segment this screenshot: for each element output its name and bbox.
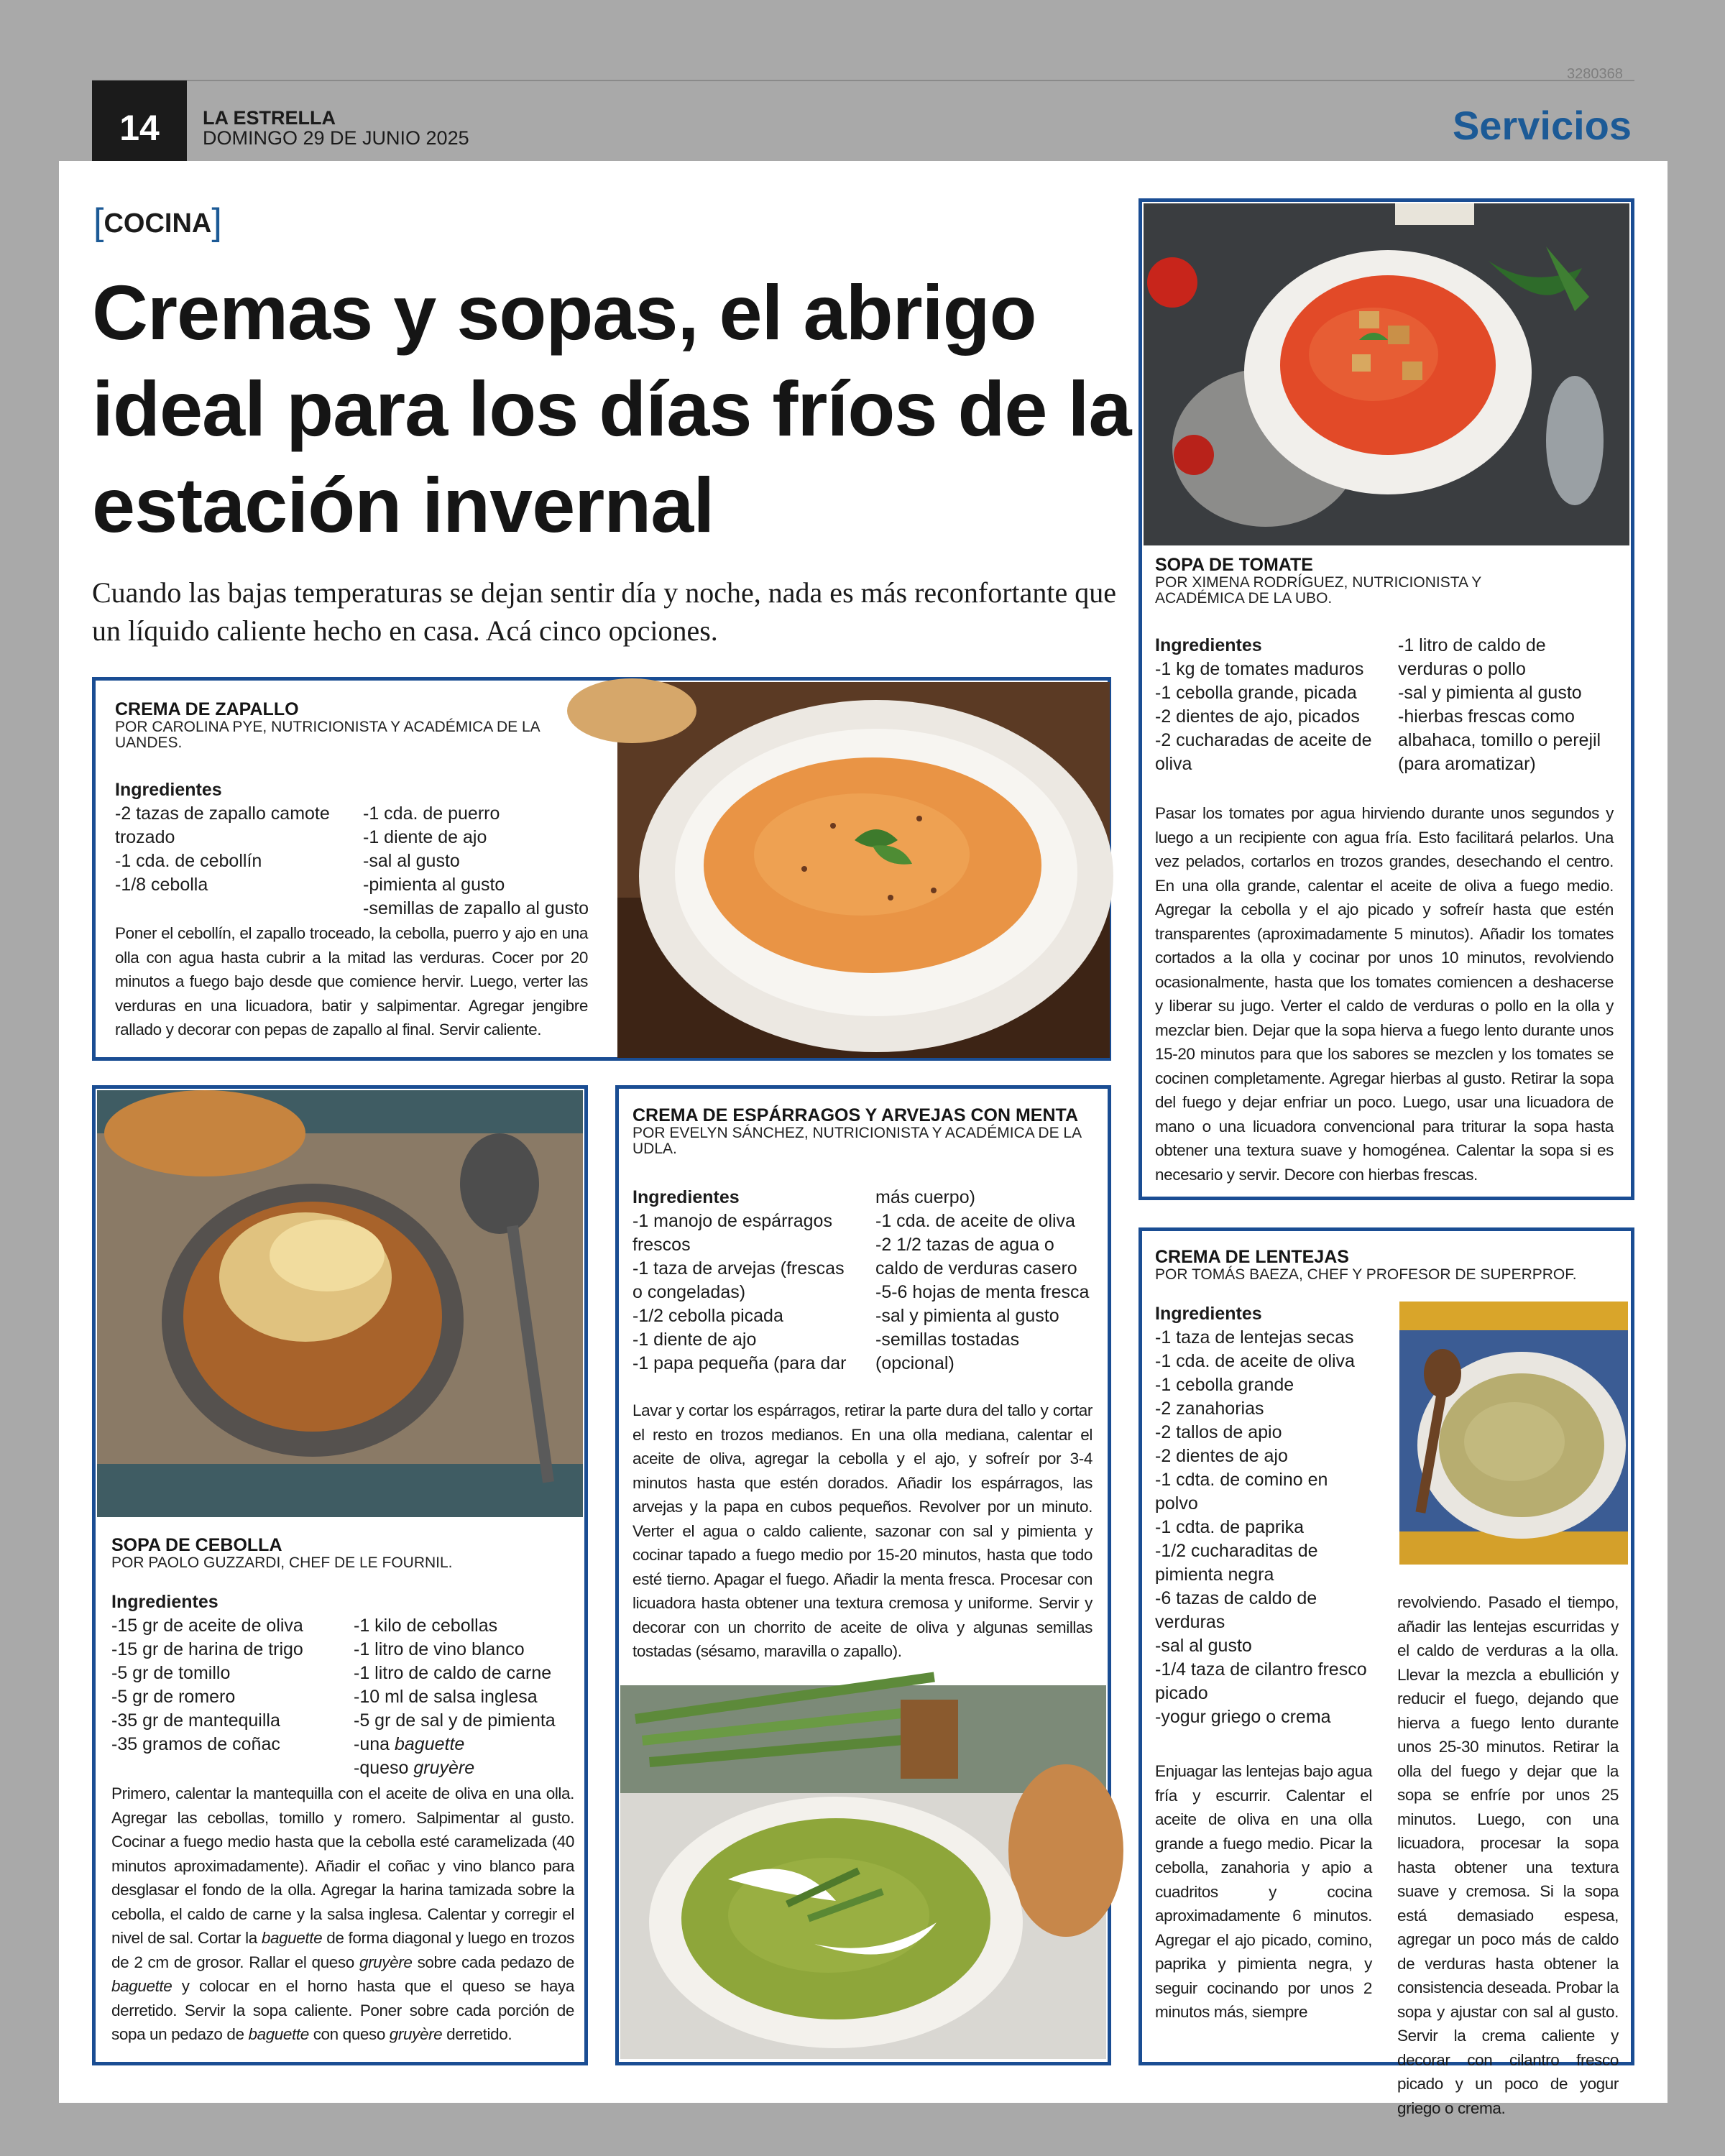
masthead — [203, 108, 469, 148]
asparagus-soup-photo — [620, 1685, 1106, 2059]
tomato-soup-photo — [1144, 203, 1629, 545]
cebolla-title: SOPA DE CEBOLLA — [111, 1535, 282, 1555]
tomate-ingredients-1 — [1155, 634, 1378, 776]
esparragos-byline: POR EVELYN SÁNCHEZ, NUTRICIONISTA Y ACADÉMICA DE LA UDLA. — [632, 1125, 1081, 1157]
deck: Cuando las bajas temperaturas se dejan sentir día y noche, nada es más reconfortante que un líquido caliente hecho en casa. Acá cinco opciones. — [92, 576, 1117, 647]
cebolla-ingredients-1 — [111, 1590, 349, 1756]
lentejas-byline: POR TOMÁS BAEZA, CHEF Y PROFESOR DE SUPERPROF. — [1155, 1266, 1577, 1283]
cebolla-prep-part-3: sobre cada pedazo de — [412, 1953, 575, 1971]
zapallo-ingredients-2 — [363, 778, 607, 921]
zapallo-ingredients-list-2: -1 cda. de puerro -1 diente de ajo -sal al gusto -pimienta al gusto -semillas de zapallo al gusto — [363, 803, 589, 918]
esparragos-ingredients-list-1: -1 manojo de espárragos frescos -1 taza de arvejas (frescas o congeladas) -1/2 cebolla picada -1 diente de ajo -1 papa pequeña (para dar — [632, 1211, 847, 1373]
lentejas-preparation-cont: revolviendo. Pasado el tiempo, añadir las lentejas escurridas y el caldo de verduras a la olla. Llevar la mezcla a ebullición y reducir el fuego, dejando que hierva a fuego lento durante unos 25-30 minutos. Retirar la olla del fuego y dejar que la sopa se enfríe por unos 25 minutos. Luego, con una licuadora, procesar la sopa hasta obtener una textura suave y cremosa. Si la sopa está demasiado espesa, agregar un poco más de caldo de verduras hasta obtener la consistencia deseada. Probar la sopa y ajustar con sal al gusto. Servir la crema caliente y decorar con cilantro fresco picado y un poco de yogur griego o crema. — [1397, 1593, 1619, 2117]
pumpkin-soup-photo — [617, 682, 1110, 1058]
esparragos-title: CREMA DE ESPÁRRAGOS Y ARVEJAS CON MENTA — [632, 1105, 1079, 1125]
cebolla-prep-baguette-3: baguette — [248, 2025, 309, 2043]
pumpkin-soup-image — [617, 682, 1110, 1058]
zapallo-ingredients-heading: Ingredientes — [115, 780, 222, 800]
cebolla-ingredients-2 — [354, 1590, 584, 1780]
esparragos-ingredients-2 — [875, 1186, 1098, 1376]
tomate-preparation: Pasar los tomates por agua hirviendo durante unos segundos y luego a un recipiente con agua fría. Esto facilitará pelarlos. Una vez pelados, cortarlos en trozos grandes, desechando el centro. En una olla grande, calentar el aceite de oliva a fuego medio. Agregar la cebolla y el ajo picado y sofreír hasta que estén transparentes (aproximadamente 5 minutos). Añadir los tomates cortados a la olla y cocinar por unos 10 minutos, revolviendo ocasionalmente, hasta que los tomates comiencen a deshacerse y liberar su jugo. Verter el caldo de verduras o pollo en la olla y mezclar bien. Dejar que la sopa hierva a fuego lento durante unos 15-20 minutos para que los sabores se mezclen y los tomates se cocinen completamente. Agregar hierbas al gusto. Retirar la sopa del fuego y dejar enfriar un poco. Luego, usar una licuadora de mano o una licuadora convencional para triturar la sopa hasta obtener una textura suave y homogénea. Calentar la sopa si es necesario y servir. Decore con hierbas frescas. — [1155, 804, 1614, 1184]
cebolla-prep-part-6: derretido. — [442, 2025, 512, 2043]
tomate-ingredients-list-1: -1 kg de tomates maduros -1 cebolla grande, picada -2 dientes de ajo, picados -2 cucharadas de aceite de oliva — [1155, 659, 1372, 774]
newspaper-name: LA ESTRELLA — [203, 107, 336, 129]
tomate-ingredients-heading: Ingredientes — [1155, 635, 1262, 655]
tomate-byline: POR XIMENA RODRÍGUEZ, NUTRICIONISTA Y ACADÉMICA DE LA UBO. — [1155, 574, 1481, 607]
zapallo-preparation: Poner el cebollín, el zapallo troceado, la cebolla, puerro y ajo en una olla con agua hasta cubrir a la mitad las verduras. Cocer por 20 minutos a fuego bajo desde que comience hervir. Luego, verter las verduras en una licuadora, batir y salpimentar. Agregar jengibre rallado y decorar con pepas de zapallo al final. Servir caliente. — [115, 924, 588, 1038]
lentejas-ingredients — [1155, 1302, 1371, 1729]
cebolla-ingredients-list-2b: -queso — [354, 1758, 409, 1778]
cebolla-byline: POR PAOLO GUZZARDI, CHEF DE LE FOURNIL. — [111, 1554, 453, 1571]
asparagus-soup-image — [620, 1685, 1106, 2059]
tomate-ingredients-2 — [1398, 634, 1606, 776]
cebolla-prep-part-1: Primero, calentar la mantequilla con el aceite de oliva en una olla. Agregar las cebollas, tomillo y romero. Salpimentar al gusto. Cocinar a fuego medio hasta que la cebolla esté caramelizada (40 minutos aproximadamente). Añadir el coñac y vino blanco para desglasar el fondo de la olla. Agregar la harina tamizada sobre la cebolla, el caldo de carne y la salsa inglesa. Calentar y corregir el nivel de sal. Cortar la — [111, 1784, 574, 1947]
kicker: [COCINA] — [93, 201, 222, 243]
onion-soup-image — [97, 1090, 583, 1517]
page-number: 14 — [92, 80, 187, 175]
lentil-soup-image — [1399, 1302, 1628, 1565]
cebolla-prep-gruyere-1: gruyère — [359, 1953, 413, 1971]
kicker-text: COCINA — [104, 208, 212, 239]
page-code: 3280368 — [1567, 66, 1623, 82]
cebolla-ingredients-heading: Ingredientes — [111, 1592, 218, 1612]
lentejas-title: CREMA DE LENTEJAS — [1155, 1247, 1349, 1267]
cebolla-prep-baguette-1: baguette — [261, 1929, 323, 1947]
cebolla-prep-baguette-2: baguette — [111, 1977, 172, 1995]
lentejas-preparation: Enjuagar las lentejas bajo agua fría y escurrir. Calentar el aceite de oliva en una olla grande a fuego medio. Picar la cebolla, zanahoria y apio a cuadritos y cocina aproximadamente 6 minutos. Agregar el ajo picado, comino, paprika y pimienta negra, y seguir cocinando por unos 2 minutos más, siempre — [1155, 1762, 1372, 2021]
esparragos-ingredients-heading: Ingredientes — [632, 1187, 740, 1207]
cebolla-prep-part-4: y colocar en el horno hasta que el queso se haya derretido. Servir la sopa caliente. Poner sobre cada porción de sopa un pedazo de — [111, 1977, 574, 2043]
cebolla-prep-part-5: con queso — [308, 2025, 390, 2043]
cebolla-prep-gruyere-2: gruyère — [389, 2025, 443, 2043]
lentejas-ingredients-list: -1 taza de lentejas secas -1 cda. de aceite de oliva -1 cebolla grande -2 zanahorias -2 tallos de apio -2 dientes de ajo -1 cdta. de comino en polvo -1 cdta. de paprika -1/2 cucharaditas de pimienta negra -6 tazas de caldo de verduras -sal al gusto -1/4 taza de cilantro fresco picado -yogur griego o crema — [1155, 1327, 1367, 1727]
headline: Cremas y sopas, el abrigo ideal para los días fríos de la estación invernal — [92, 269, 1131, 548]
zapallo-ingredients-1 — [115, 778, 352, 897]
cebolla-prep-part-2: de forma diagonal y luego en trozos de 2 cm de grosor. Rallar el queso — [111, 1929, 574, 1971]
esparragos-ingredients-list-2: más cuerpo) -1 cda. de aceite de oliva -2 1/2 tazas de agua o caldo de verduras casero -5-6 hojas de menta fresca -sal y pimienta al gusto -semillas tostadas (opcional) — [875, 1187, 1090, 1373]
esparragos-preparation: Lavar y cortar los espárragos, retirar la parte dura del tallo y cortar el resto en trozos medianos. En una olla mediana, calentar el aceite de oliva, agregar la cebolla y el ajo, y sofreír por 3-4 minutos hasta que estén dorados. Añadir los espárragos, las arvejas y la papa en cubos pequeños. Revolver por un minuto. Verter el agua o caldo caliente, sazonar con sal y pimienta y cocinar tapado a fuego medio por 15-20 minutos, hasta que todo esté tierno. Apagar el fuego. Añadir la menta fresca. Procesar con licuadora hasta obtener una textura cremosa y uniforme. Servir y decorar con un chorrito de aceite de oliva y algunas semillas tostadas (sésamo, maravilla o zapallo). — [632, 1401, 1092, 1660]
cebolla-ingredients-list-1: -15 gr de aceite de oliva -15 gr de harina de trigo -5 gr de tomillo -5 gr de romero -35 gr de mantequilla -35 gramos de coñac — [111, 1616, 303, 1754]
tomate-ingredients-list-2: -1 litro de caldo de verduras o pollo -sal y pimienta al gusto -hierbas frescas como albahaca, tomillo o perejil (para aromatizar) — [1398, 635, 1601, 774]
section-title: Servicios — [1452, 103, 1632, 148]
cebolla-ingredient-gruyere: gruyère — [413, 1758, 475, 1778]
lentejas-ingredients-heading: Ingredientes — [1155, 1304, 1262, 1324]
cebolla-ingredients-list-2a: -1 kilo de cebollas -1 litro de vino blanco -1 litro de caldo de carne -10 ml de salsa inglesa -5 gr de sal y de pimienta -una — [354, 1616, 556, 1754]
top-rule — [92, 80, 1634, 81]
issue-date: DOMINGO 29 DE JUNIO 2025 — [203, 127, 469, 149]
tomate-title: SOPA DE TOMATE — [1155, 555, 1313, 575]
cebolla-ingredient-baguette: baguette — [394, 1734, 465, 1754]
onion-soup-photo — [97, 1090, 583, 1517]
zapallo-ingredients-list-1: -2 tazas de zapallo camote trozado -1 cda. de cebollín -1/8 cebolla — [115, 803, 330, 895]
zapallo-byline: POR CAROLINA PYE, NUTRICIONISTA Y ACADÉMICA DE LA UANDES. — [115, 719, 540, 751]
lentil-soup-photo — [1399, 1302, 1628, 1565]
zapallo-title: CREMA DE ZAPALLO — [115, 699, 299, 719]
cebolla-preparation — [111, 1782, 574, 2047]
tomato-soup-image — [1144, 203, 1629, 545]
esparragos-ingredients-1 — [632, 1186, 859, 1376]
